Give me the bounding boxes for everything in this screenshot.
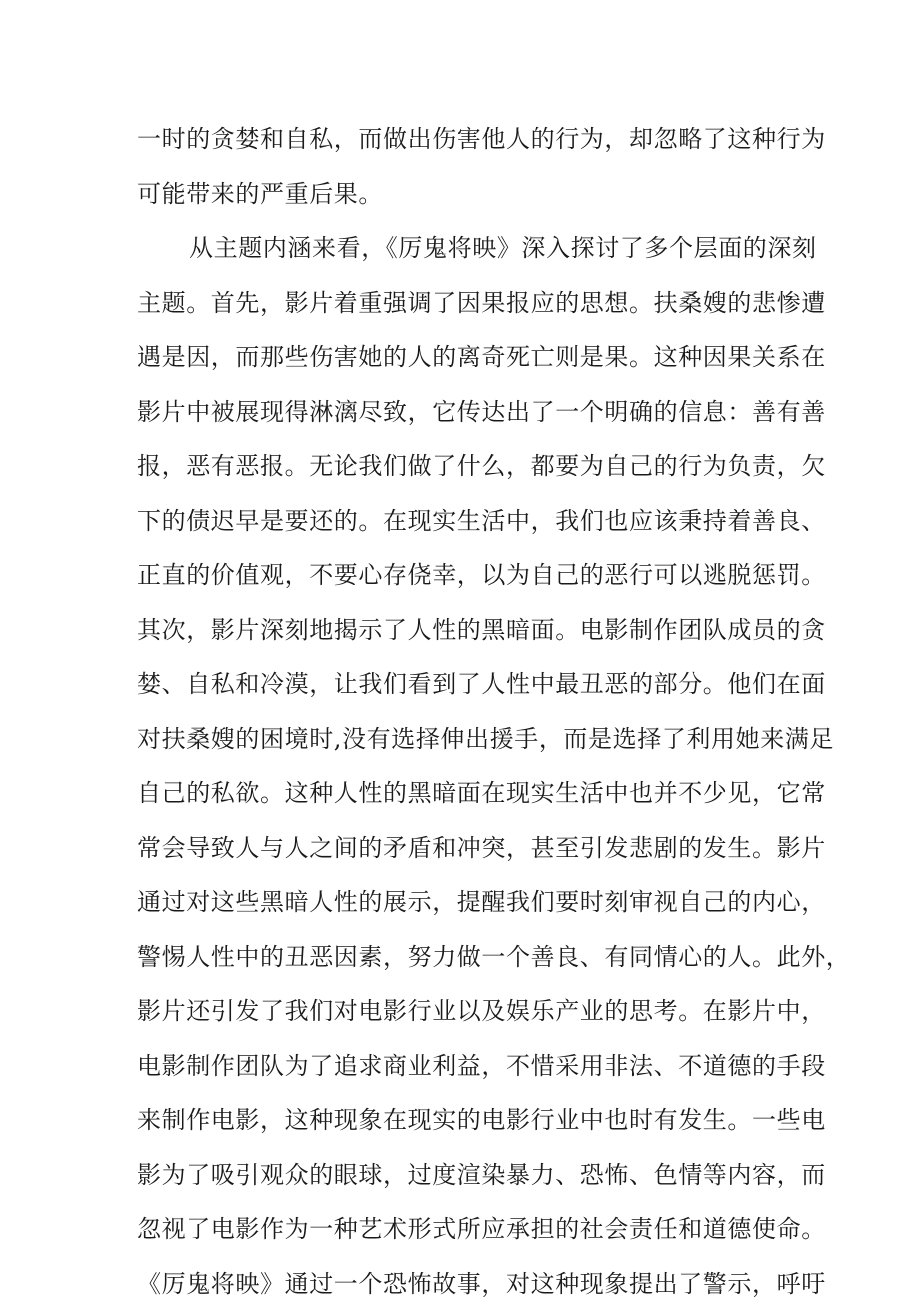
text-line: 自己的私欲。这种人性的黑暗面在现实生活中也并不少见，它常: [137, 766, 797, 821]
text-line: 报，恶有恶报。无论我们做了什么，都要为自己的行为负责，欠: [137, 439, 797, 494]
text-line: 电影制作团队为了追求商业利益，不惜采用非法、不道德的手段: [137, 1039, 797, 1094]
text-line: 《厉鬼将映》通过一个恐怖故事，对这种现象提出了警示，呼吁: [137, 1257, 797, 1311]
paragraph-start-line: 从主题内涵来看，《厉鬼将映》深入探讨了多个层面的深刻: [137, 221, 797, 276]
text-line: 来制作电影，这种现象在现实的电影行业中也时有发生。一些电: [137, 1093, 797, 1148]
text-line: 影为了吸引观众的眼球，过度渲染暴力、恐怖、色情等内容，而: [137, 1148, 797, 1203]
text-line: 主题。首先，影片着重强调了因果报应的思想。扶桑嫂的悲惨遭: [137, 276, 797, 331]
text-line: 影片中被展现得淋漓尽致，它传达出了一个明确的信息：善有善: [137, 385, 797, 440]
text-line: 一时的贪婪和自私，而做出伤害他人的行为，却忽略了这种行为: [137, 112, 797, 167]
text-line: 正直的价值观，不要心存侥幸，以为自己的恶行可以逃脱惩罚。: [137, 548, 797, 603]
body-text: [137, 112, 797, 1311]
text-line: 常会导致人与人之间的矛盾和冲突，甚至引发悲剧的发生。影片: [137, 821, 797, 876]
text-line: 对扶桑嫂的困境时,没有选择伸出援手，而是选择了利用她来满足: [137, 712, 797, 767]
text-line: 忽视了电影作为一种艺术形式所应承担的社会责任和道德使命。: [137, 1202, 797, 1257]
text-line: 婪、自私和冷漠，让我们看到了人性中最丑恶的部分。他们在面: [137, 657, 797, 712]
text-line: 通过对这些黑暗人性的展示，提醒我们要时刻审视自己的内心，: [137, 875, 797, 930]
text-line: 影片还引发了我们对电影行业以及娱乐产业的思考。在影片中，: [137, 984, 797, 1039]
text-line: 可能带来的严重后果。: [137, 167, 797, 222]
text-line: 遇是因，而那些伤害她的人的离奇死亡则是果。这种因果关系在: [137, 330, 797, 385]
text-line: 其次，影片深刻地揭示了人性的黑暗面。电影制作团队成员的贪: [137, 603, 797, 658]
text-line: 下的债迟早是要还的。在现实生活中，我们也应该秉持着善良、: [137, 494, 797, 549]
text-line: 警惕人性中的丑恶因素，努力做一个善良、有同情心的人。此外，: [137, 930, 797, 985]
